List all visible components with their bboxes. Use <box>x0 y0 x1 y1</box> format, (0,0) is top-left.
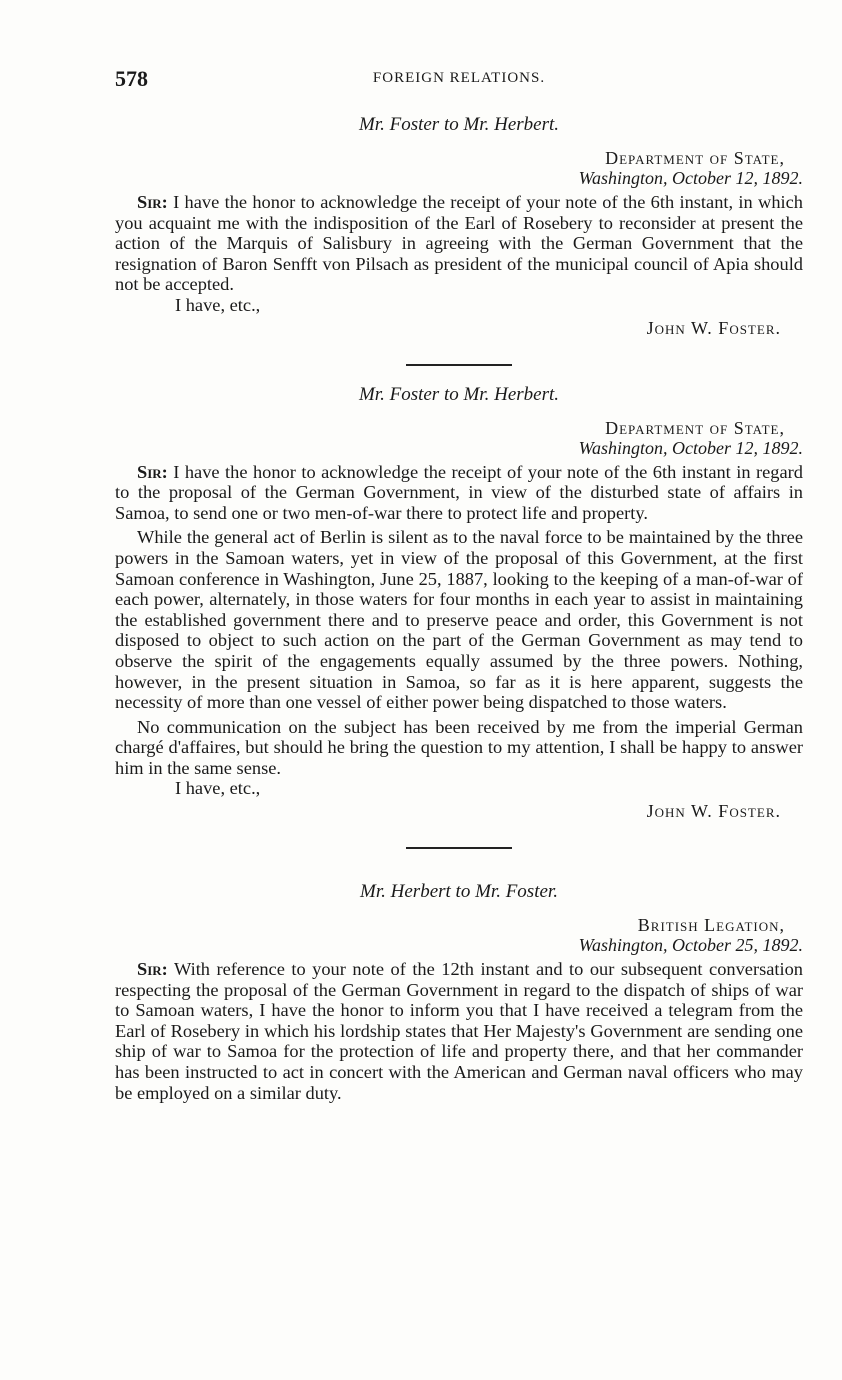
dateline <box>115 915 803 955</box>
document-page <box>115 60 803 1103</box>
section-divider <box>406 364 512 366</box>
page-header <box>115 60 803 96</box>
dateline <box>115 418 803 458</box>
letter-date: Washington, October 25, 1892. <box>578 935 803 956</box>
closing: I have, etc., <box>175 778 261 799</box>
running-title: FOREIGN RELATIONS. <box>372 70 546 86</box>
signature: John W. Foster. <box>646 801 781 822</box>
letter-date: Washington, October 12, 1892. <box>578 168 803 188</box>
letter-paragraph: While the general act of Berlin is silent as to the naval force to be maintained by the three powers in the Samoan waters, yet in view of the proposal of this Government, at the first Samoan conference in Washington, June 25, 1887, looking to the keeping of a man-of-war of each power, alternately, in those waters for four months in each year to assist in maintaining the established government there and to preserve peace and order, this Government is not disposed to object to such action on the part of the German Government as may tend to observe the spirit of the engagements equally assumed by the three powers. Nothing, however, in the present situation in Samoa, so far as it is here apparent, suggests the necessity of more than one vessel of either power being dispatched to those waters. <box>115 527 803 713</box>
sender-institution: Department of State, <box>605 417 785 438</box>
paragraph-text: I have the honor to acknowledge the receipt of your note of the 6th instant in regard to the proposal of the German Government, in view of the disturbed state of affairs in Samoa, to send one or two men-of-war there to protect life and property. <box>115 461 803 523</box>
letter-date: Washington, October 12, 1892. <box>578 437 803 458</box>
letter-heading: Mr. Foster to Mr. Herbert. <box>358 114 560 135</box>
salutation: Sir: <box>137 461 168 482</box>
letter-paragraph <box>115 959 803 1103</box>
page-number: 578 <box>115 66 148 91</box>
letter-heading: Mr. Herbert to Mr. Foster. <box>360 881 558 903</box>
sender-institution: British Legation, <box>637 915 785 936</box>
closing: I have, etc., <box>175 294 261 315</box>
letter-paragraph <box>115 462 803 524</box>
paragraph-text: With reference to your note of the 12th instant and to our subsequent conversation respecting the proposal of the German Government in regard to the dispatch of ships of war to Samoan waters, I have the honor to inform you that I have received a telegram from the Earl of Rosebery in which his lordship states that Her Majesty's Government are sending one ship of war to Samoa for the protection of life and property there, and that her commander has been instructed to act in concert with the American and German naval officers who may be employed on a similar duty. <box>115 959 803 1103</box>
salutation: Sir: <box>137 959 168 980</box>
letter-paragraph: No communication on the subject has been received by me from the imperial German chargé d'affaires, but should he bring the question to my attention, I shall be happy to answer him in the same sense. <box>115 716 803 778</box>
dateline <box>115 148 803 188</box>
salutation: Sir: <box>137 192 168 212</box>
letter-2 <box>115 384 803 824</box>
signature: John W. Foster. <box>646 317 781 338</box>
sender-institution: Department of State, <box>605 148 785 168</box>
letter-paragraph <box>115 192 803 295</box>
paragraph-text: I have the honor to acknowledge the receipt of your note of the 6th instant, in which you acquaint me with the indisposition of the Earl of Rosebery to reconsider at present the action of the Marquis of Salisbury in agreeing with the German Government that the resignation of Baron Senfft von Pilsach as president of the municipal council of Apia should not be accepted. <box>115 192 803 295</box>
letter-3 <box>115 881 803 1103</box>
letter-1 <box>115 114 803 340</box>
letter-heading: Mr. Foster to Mr. Herbert. <box>358 383 560 405</box>
